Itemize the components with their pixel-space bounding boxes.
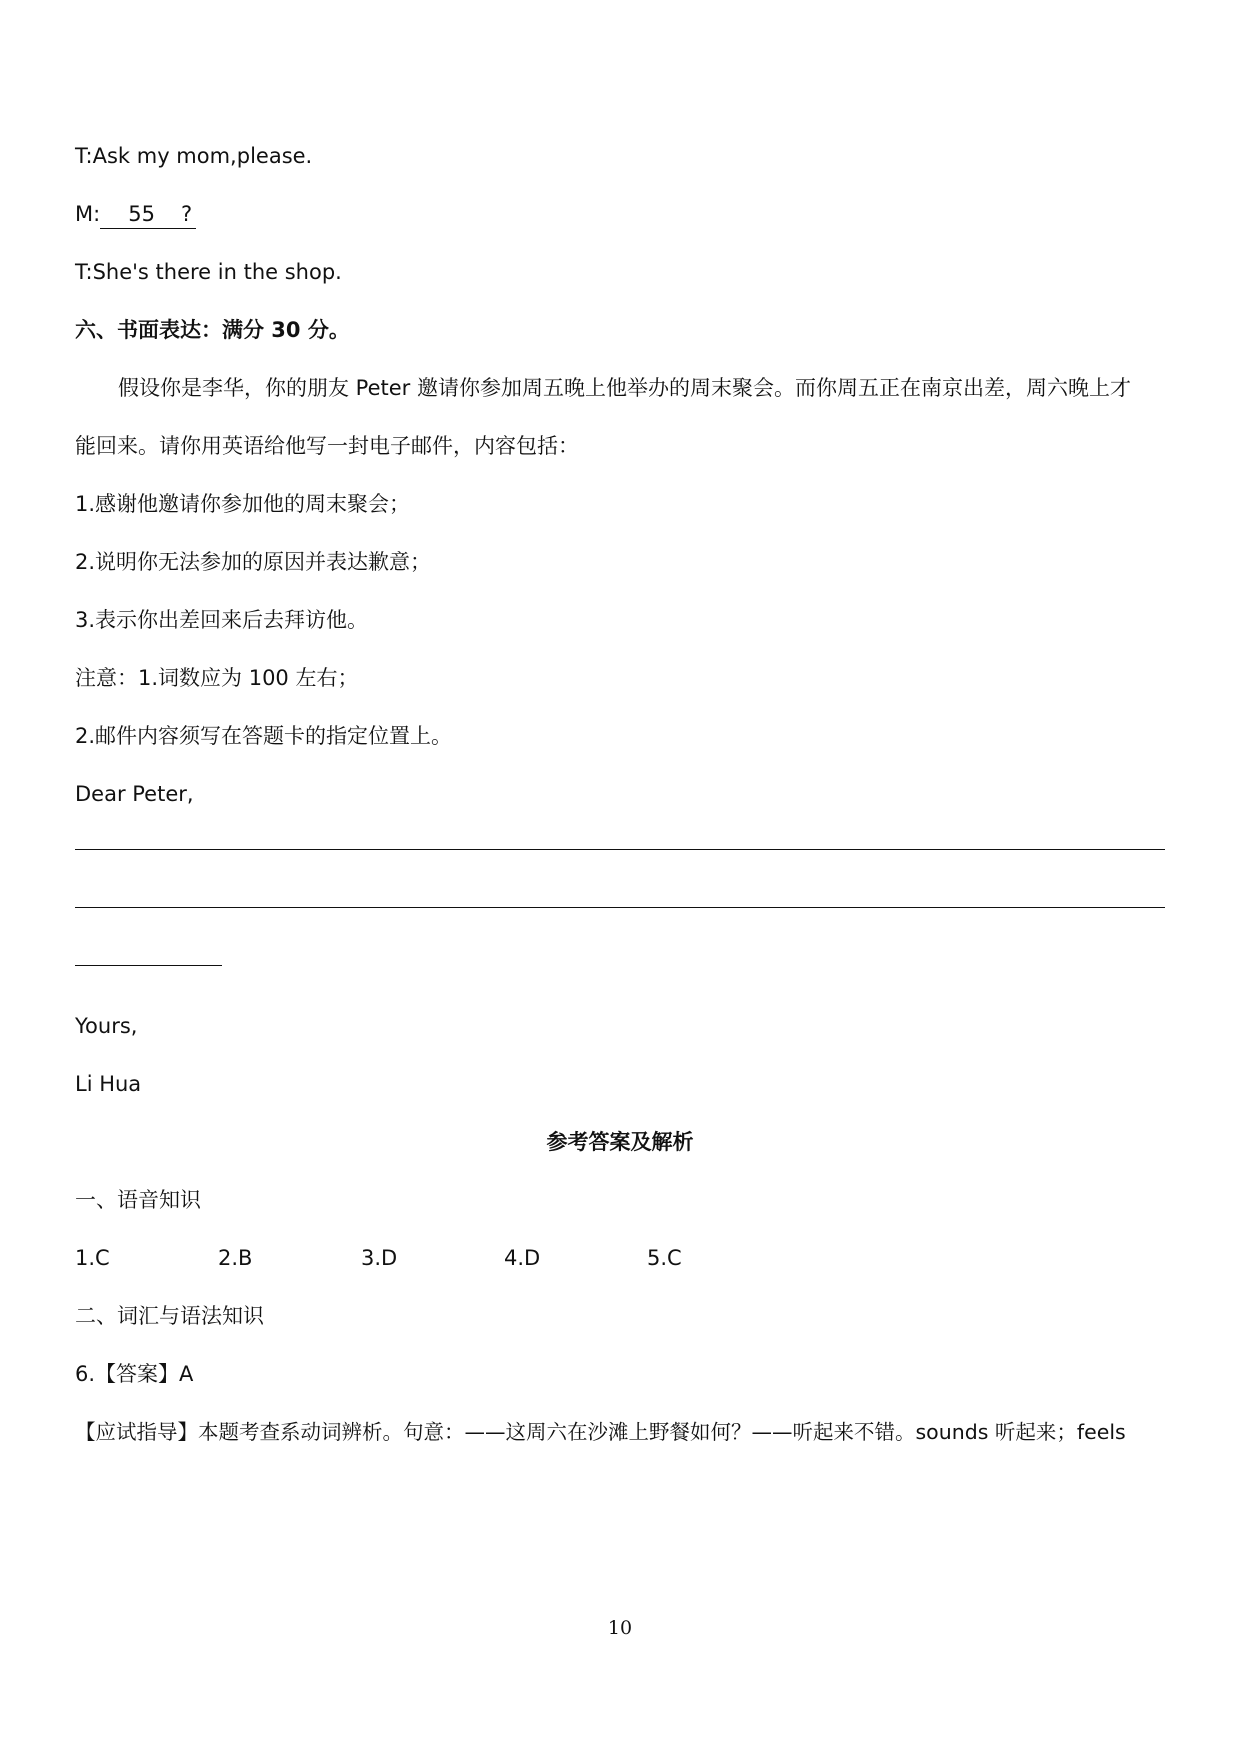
writing-rule bbox=[75, 849, 1165, 850]
part1-heading: 一、语音知识 bbox=[75, 1188, 201, 1212]
answers-title: 参考答案及解析 bbox=[546, 1130, 694, 1154]
blank-suffix: ? bbox=[180, 202, 193, 226]
q6-guidance: 【应试指导】本题考查系动词辨析。句意：——这周六在沙滩上野餐如何？——听起来不错。sounds 听起来；feels bbox=[75, 1420, 1126, 1444]
writing-rule-short bbox=[75, 965, 222, 966]
part2-heading: 二、词汇与语法知识 bbox=[75, 1304, 264, 1328]
writing-prompt-line-2: 能回来。请你用英语给他写一封电子邮件，内容包括： bbox=[75, 434, 579, 458]
answer-item: 2.B bbox=[218, 1246, 253, 1270]
page-number: 10 bbox=[607, 1617, 633, 1639]
signature: Li Hua bbox=[75, 1072, 142, 1096]
answer-item: 5.C bbox=[647, 1246, 682, 1270]
note-line: 注意：1.词数应为 100 左右； bbox=[75, 666, 359, 690]
q6-answer: 6.【答案】A bbox=[75, 1362, 194, 1386]
answer-item: 3.D bbox=[361, 1246, 398, 1270]
salutation: Dear Peter, bbox=[75, 782, 194, 806]
blank-number: 55 bbox=[128, 202, 155, 226]
answer-item: 4.D bbox=[504, 1246, 541, 1270]
writing-rule bbox=[75, 907, 1165, 908]
note-line: 2.邮件内容须写在答题卡的指定位置上。 bbox=[75, 724, 453, 748]
closing: Yours, bbox=[75, 1014, 138, 1038]
dialogue-line-t1: T:Ask my mom,please. bbox=[75, 144, 313, 168]
section-heading: 六、书面表达：满分 30 分。 bbox=[75, 318, 350, 342]
answer-item: 1.C bbox=[75, 1246, 110, 1270]
dialogue-line-t2: T:She's there in the shop. bbox=[75, 260, 342, 284]
dialogue-line-m bbox=[75, 200, 196, 229]
prompt-point: 1.感谢他邀请你参加他的周末聚会； bbox=[75, 492, 411, 516]
prompt-point: 2.说明你无法参加的原因并表达歉意； bbox=[75, 550, 432, 574]
part1-answers bbox=[75, 1244, 790, 1272]
writing-prompt-line-1: 假设你是李华，你的朋友 Peter 邀请你参加周五晚上他举办的周末聚会。而你周五正在南京出差，周六晚上才 bbox=[118, 376, 1131, 400]
answer-blank bbox=[100, 200, 196, 229]
prompt-point: 3.表示你出差回来后去拜访他。 bbox=[75, 608, 369, 632]
speaker-label: M: bbox=[75, 202, 101, 226]
